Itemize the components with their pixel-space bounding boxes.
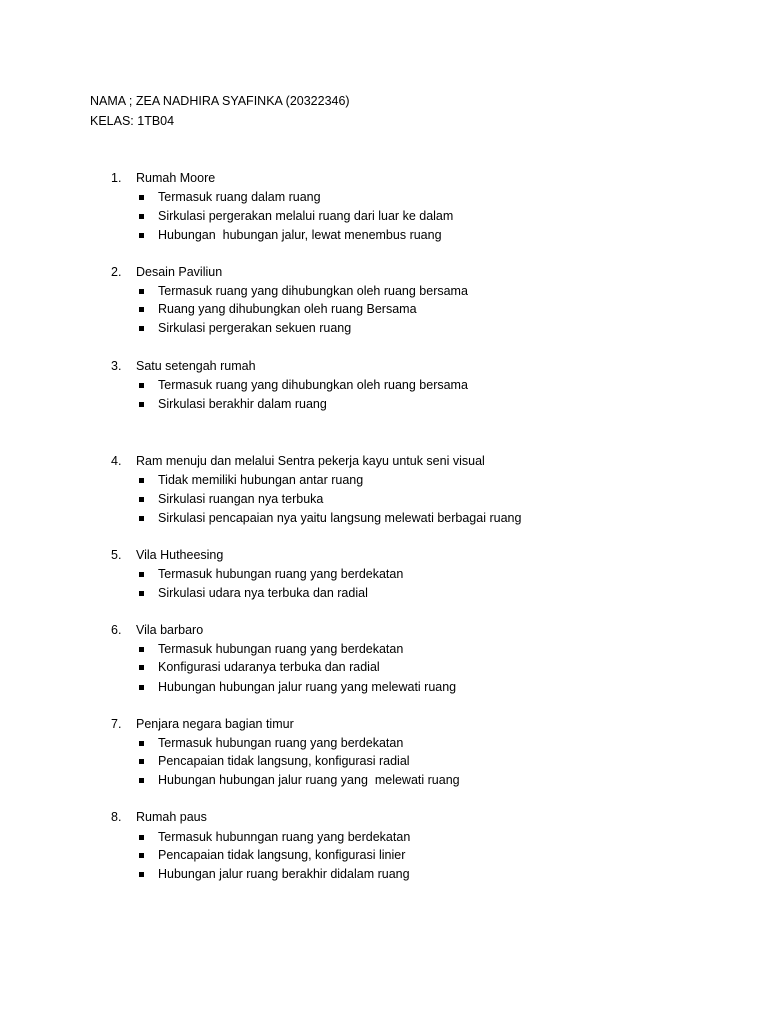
bullet-text: Hubungan jalur ruang berakhir didalam ruang xyxy=(158,867,410,881)
item-title: Rumah Moore xyxy=(136,171,216,185)
bullet-text: Hubungan hubungan jalur, lewat menembus ruang xyxy=(158,228,442,242)
item-number: 5. xyxy=(111,548,122,562)
bullet-text: Termasuk ruang yang dihubungkan oleh ruang bersama xyxy=(158,378,468,392)
bullet-text: Sirkulasi pergerakan sekuen ruang xyxy=(158,321,352,335)
bullet-icon xyxy=(139,497,144,502)
student-class: KELAS: 1TB04 xyxy=(90,114,175,128)
bullet-icon xyxy=(139,853,144,858)
bullet-text: Sirkulasi pergerakan melalui ruang dari luar ke dalam xyxy=(158,209,454,223)
bullet-text: Termasuk hubungan ruang yang berdekatan xyxy=(158,642,404,656)
bullet-icon xyxy=(139,383,144,388)
bullet-text: Hubungan hubungan jalur ruang yang melewati ruang xyxy=(158,680,457,694)
bullet-text: Pencapaian tidak langsung, konfigurasi linier xyxy=(158,848,406,862)
bullet-text: Termasuk ruang yang dihubungkan oleh ruang bersama xyxy=(158,284,468,298)
bullet-text: Pencapaian tidak langsung, konfigurasi radial xyxy=(158,754,410,768)
bullet-text: Termasuk hubunngan ruang yang berdekatan xyxy=(158,830,411,844)
item-number: 7. xyxy=(111,717,122,731)
bullet-icon xyxy=(139,214,144,219)
item-title: Desain Paviliun xyxy=(136,265,223,279)
item-number: 1. xyxy=(111,171,122,185)
bullet-icon xyxy=(139,233,144,238)
bullet-text: Tidak memiliki hubungan antar ruang xyxy=(158,473,364,487)
item-title: Ram menuju dan melalui Sentra pekerja kayu untuk seni visual xyxy=(136,454,485,468)
item-number: 2. xyxy=(111,265,122,279)
bullet-text: Termasuk hubungan ruang yang berdekatan xyxy=(158,736,404,750)
bullet-text: Sirkulasi ruangan nya terbuka xyxy=(158,492,324,506)
item-title: Satu setengah rumah xyxy=(136,359,256,373)
item-title: Penjara negara bagian timur xyxy=(136,717,294,731)
student-name: NAMA ; ZEA NADHIRA SYAFINKA (20322346) xyxy=(90,94,350,108)
bullet-icon xyxy=(139,402,144,407)
bullet-text: Konfigurasi udaranya terbuka dan radial xyxy=(158,660,380,674)
bullet-text: Hubungan hubungan jalur ruang yang melewati ruang xyxy=(158,773,460,787)
bullet-icon xyxy=(139,572,144,577)
bullet-text: Termasuk ruang dalam ruang xyxy=(158,190,321,204)
bullet-text: Ruang yang dihubungkan oleh ruang Bersama xyxy=(158,302,417,316)
bullet-icon xyxy=(139,195,144,200)
bullet-icon xyxy=(139,307,144,312)
item-title: Vila barbaro xyxy=(136,623,204,637)
bullet-text: Sirkulasi udara nya terbuka dan radial xyxy=(158,586,368,600)
bullet-icon xyxy=(139,289,144,294)
item-title: Vila Hutheesing xyxy=(136,548,224,562)
bullet-icon xyxy=(139,741,144,746)
item-number: 8. xyxy=(111,810,122,824)
bullet-icon xyxy=(139,872,144,877)
bullet-text: Sirkulasi berakhir dalam ruang xyxy=(158,397,327,411)
bullet-icon xyxy=(139,778,144,783)
bullet-icon xyxy=(139,685,144,690)
bullet-icon xyxy=(139,591,144,596)
bullet-icon xyxy=(139,665,144,670)
item-number: 3. xyxy=(111,359,122,373)
bullet-icon xyxy=(139,647,144,652)
bullet-text: Termasuk hubungan ruang yang berdekatan xyxy=(158,567,404,581)
bullet-icon xyxy=(139,326,144,331)
item-number: 4. xyxy=(111,454,122,468)
item-number: 6. xyxy=(111,623,122,637)
bullet-icon xyxy=(139,759,144,764)
bullet-icon xyxy=(139,478,144,483)
bullet-icon xyxy=(139,516,144,521)
bullet-text: Sirkulasi pencapaian nya yaitu langsung melewati berbagai ruang xyxy=(158,511,522,525)
bullet-icon xyxy=(139,835,144,840)
item-title: Rumah paus xyxy=(136,810,207,824)
